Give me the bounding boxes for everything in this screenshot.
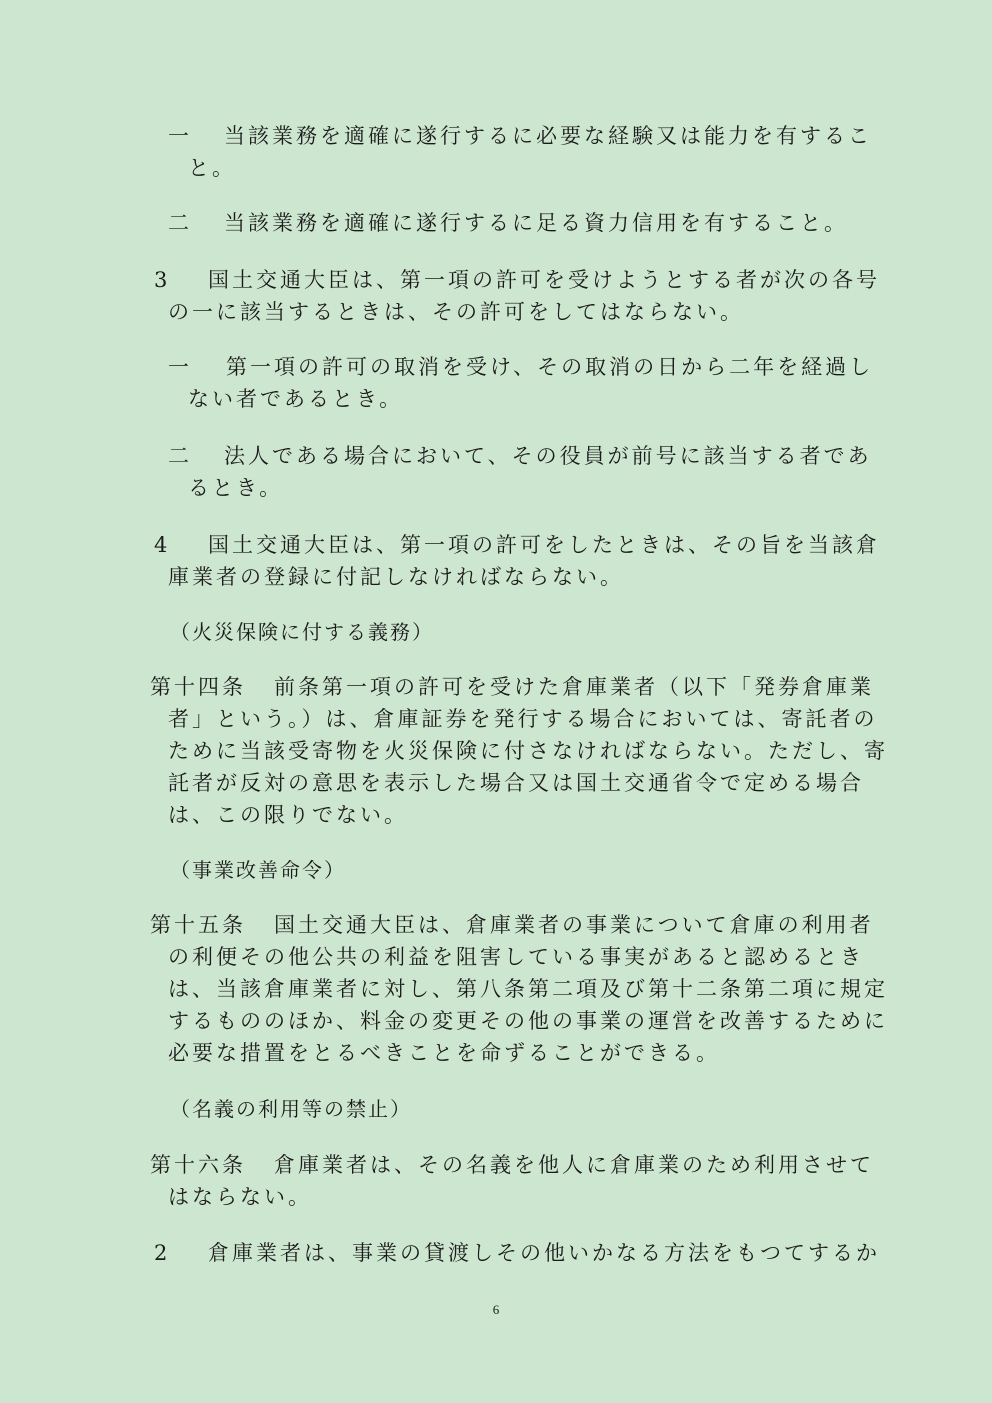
item-marker: 二 bbox=[168, 444, 192, 468]
item-marker: 二 bbox=[168, 211, 192, 235]
item-text-line: と。 bbox=[188, 156, 236, 180]
item-text-line: 当該業務を適確に遂行するに足る資力信用を有すること。 bbox=[224, 211, 848, 235]
item-text-line: 第一項の許可の取消を受け、その取消の日から二年を経過し bbox=[226, 355, 874, 379]
article-16 bbox=[150, 1149, 874, 1213]
article-text-line: はならない。 bbox=[168, 1185, 312, 1209]
item-one bbox=[168, 351, 873, 415]
item-text-line: 当該業務を適確に遂行するに必要な経験又は能力を有するこ bbox=[224, 124, 872, 148]
article-number: 第十五条 bbox=[150, 913, 246, 937]
paragraph-text-line: 国土交通大臣は、第一項の許可をしたときは、その旨を当該倉 bbox=[208, 533, 880, 557]
item-text-line: 法人である場合において、その役員が前号に該当する者であ bbox=[224, 444, 872, 468]
article-text-line: するもののほか、料金の変更その他の事業の運営を改善するために bbox=[168, 1009, 888, 1033]
paragraph-4 bbox=[154, 529, 880, 593]
paragraph-number: 3 bbox=[154, 268, 171, 292]
article-text-line: は、この限りでない。 bbox=[168, 803, 408, 827]
article-caption: （事業改善命令） bbox=[170, 858, 346, 882]
article-15 bbox=[150, 909, 888, 1069]
paragraph-text-line: の一に該当するときは、その許可をしてはならない。 bbox=[168, 300, 744, 324]
article-text-line: 必要な措置をとるべきことを命ずることができる。 bbox=[168, 1041, 720, 1065]
article-14 bbox=[150, 671, 888, 831]
article-text-line: は、当該倉庫業者に対し、第八条第二項及び第十二条第二項に規定 bbox=[168, 977, 888, 1001]
item-marker: 一 bbox=[168, 124, 192, 148]
paragraph-text-line: 倉庫業者は、事業の貸渡しその他いかなる方法をもつてするか bbox=[208, 1241, 880, 1265]
article-text-line: 前条第一項の許可を受けた倉庫業者（以下「発券倉庫業 bbox=[274, 675, 874, 699]
article-number: 第十六条 bbox=[150, 1153, 246, 1177]
article-text-line: 託者が反対の意思を表示した場合又は国土交通省令で定める場合 bbox=[168, 771, 864, 795]
paragraph-text-line: 国土交通大臣は、第一項の許可を受けようとする者が次の各号 bbox=[208, 268, 880, 292]
article-text-line: 者」という。）は、倉庫証券を発行する場合においては、寄託者の bbox=[168, 707, 878, 731]
article-text-line: 倉庫業者は、その名義を他人に倉庫業のため利用させて bbox=[274, 1153, 874, 1177]
page-number: 6 bbox=[492, 1302, 500, 1317]
paragraph-number: 4 bbox=[154, 533, 171, 557]
item-two bbox=[168, 207, 848, 239]
item-two bbox=[168, 440, 872, 504]
item-marker: 一 bbox=[168, 355, 192, 379]
item-one bbox=[168, 120, 872, 184]
article-text-line: ために当該受寄物を火災保険に付さなければならない。ただし、寄 bbox=[168, 739, 888, 763]
paragraph-text-line: 庫業者の登録に付記しなければならない。 bbox=[168, 565, 624, 589]
article-text-line: の利便その他公共の利益を阻害している事実があると認めるとき bbox=[168, 945, 864, 969]
article-number: 第十四条 bbox=[150, 675, 246, 699]
paragraph-number: 2 bbox=[154, 1241, 171, 1265]
item-text-line: るとき。 bbox=[188, 476, 284, 500]
article-text-line: 国土交通大臣は、倉庫業者の事業について倉庫の利用者 bbox=[274, 913, 874, 937]
paragraph-2 bbox=[154, 1237, 880, 1269]
paragraph-3 bbox=[154, 264, 880, 328]
item-text-line: ない者であるとき。 bbox=[188, 387, 404, 411]
article-caption: （名義の利用等の禁止） bbox=[170, 1097, 412, 1121]
article-caption: （火災保険に付する義務） bbox=[170, 620, 434, 644]
